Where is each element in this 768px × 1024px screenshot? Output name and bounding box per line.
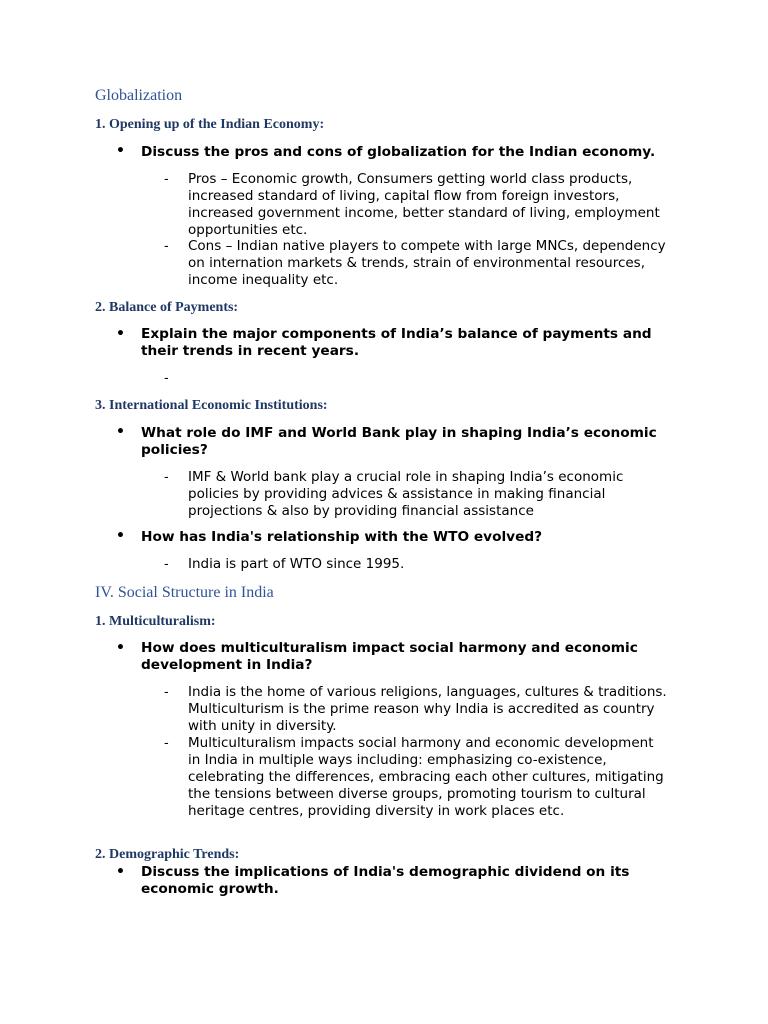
dash-icon: - (164, 736, 169, 751)
section-heading-social-structure: IV. Social Structure in India (95, 584, 274, 601)
bullet-icon: • (116, 143, 125, 159)
bullet-icon: • (116, 640, 125, 656)
dash-icon: - (164, 470, 169, 485)
answer-imf-world-bank: IMF & World bank play a crucial role in shaping India’s economic policies by providing advices & assistance in making financial projections & also by providing financial assistance (188, 469, 624, 519)
answer-pros: Pros – Economic growth, Consumers getting world class products, increased standard of living, capital flow from foreign investors, increased government income, better standard of living, employment opportunities etc. (188, 171, 660, 238)
dash-icon: - (164, 685, 169, 700)
answer-wto: India is part of WTO since 1995. (188, 556, 405, 572)
bullet-icon: • (116, 326, 125, 342)
answer-cons: Cons – Indian native players to compete with large MNCs, dependency on internation markets & trends, strain of environmental resources, income inequality etc. (188, 238, 666, 288)
dash-icon: - (164, 371, 169, 386)
dash-icon: - (164, 239, 169, 254)
section-heading-globalization: Globalization (95, 87, 183, 104)
subsection-title-balance-of-payments: 2. Balance of Payments: (95, 300, 239, 315)
subsection-title-international-institutions: 3. International Economic Institutions: (95, 398, 328, 413)
question-demographic-dividend: Discuss the implications of India's demographic dividend on its economic growth. (141, 864, 630, 897)
dash-icon: - (164, 557, 169, 572)
answer-multiculturalism-home: India is the home of various religions, languages, cultures & traditions. Multiculturism is the prime reason why India is accredited as country with unity in diversity. (188, 684, 667, 734)
subsection-title-opening-economy: 1. Opening up of the Indian Economy: (95, 117, 325, 132)
question-pros-cons: Discuss the pros and cons of globalization for the Indian economy. (141, 144, 656, 160)
question-wto: How has India's relationship with the WTO evolved? (141, 529, 543, 545)
subsection-title-demographic-trends: 2. Demographic Trends: (95, 847, 240, 862)
question-multiculturalism: How does multiculturalism impact social harmony and economic development in India? (141, 640, 638, 673)
question-imf-world-bank: What role do IMF and World Bank play in shaping India’s economic policies? (141, 425, 657, 458)
bullet-icon: • (116, 424, 125, 440)
question-balance-of-payments: Explain the major components of India’s balance of payments and their trends in recent years. (141, 326, 652, 359)
bullet-icon: • (116, 528, 125, 544)
subsection-title-multiculturalism: 1. Multiculturalism: (95, 614, 216, 629)
bullet-icon: • (116, 864, 125, 880)
answer-multiculturalism-impacts: Multiculturalism impacts social harmony and economic development in India in multiple ways including: emphasizing co-existence, celebrating the differences, embracing each other cultures, mitigating the tensions between diverse groups, promoting tourism to cultural heritage centres, providing diversity in work places etc. (188, 735, 664, 819)
dash-icon: - (164, 172, 169, 187)
